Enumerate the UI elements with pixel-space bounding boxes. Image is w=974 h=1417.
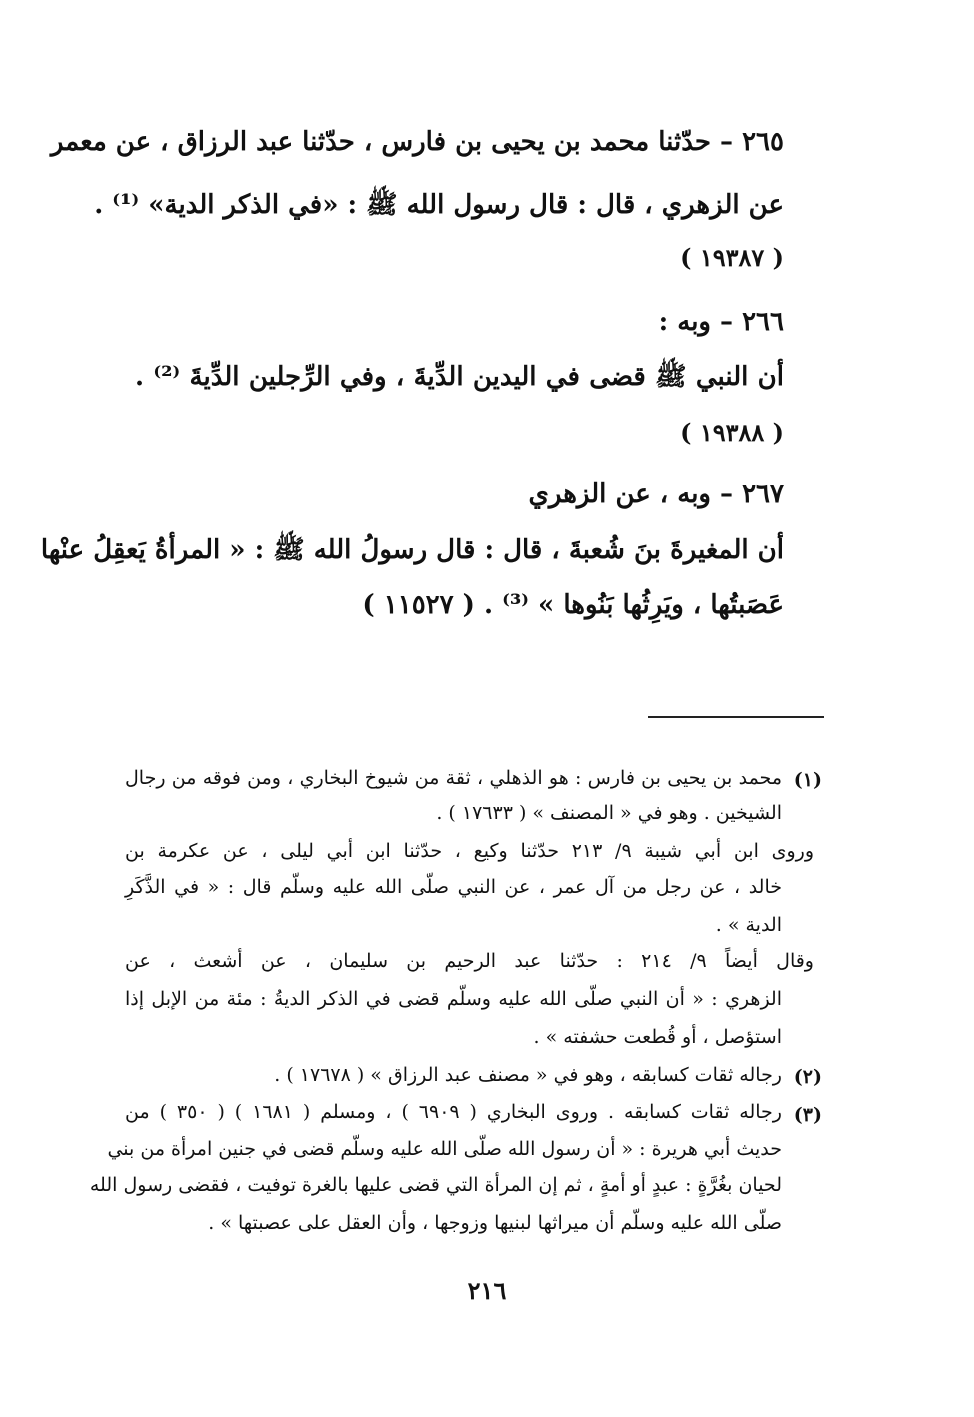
footnote-2-line-1: رجاله ثقات كسابقه ، وهو في « مصنف عبد الرزاق » ( ١٧٦٧٨ ) . bbox=[274, 1064, 782, 1086]
footnote-3-line-4: صلّى الله عليه وسلّم أن ميراثها لبنيها وزوجها ، وأن العقل على عصبتها » . bbox=[208, 1212, 782, 1234]
hadith-265-line-1: ٢٦٥ – حدّثنا محمد بن يحيى بن فارس ، حدّثنا عبد الرزاق ، عن معمر bbox=[50, 127, 784, 157]
hadith-266-line-2: أن النبي ﷺ قضى في اليدين الدِّيةَ ، وفي الرِّجلين الدِّيةَ ⁽²⁾ . bbox=[135, 362, 784, 392]
footnote-2-number: (٢) bbox=[793, 1066, 822, 1088]
footnote-1-line-5: الدية » . bbox=[715, 914, 782, 936]
footnote-1-line-2: الشيخين . وهو في « المصنف » ( ١٧٦٣٣ ) . bbox=[436, 802, 782, 824]
hadith-267-line-3: عَصَبتُها ، ويَرِثُها بَنُوها » ⁽³⁾ . ( ١١٥٢٧ ) bbox=[362, 590, 784, 620]
footnote-1-line-7: الزهري : « أن النبي صلّى الله عليه وسلّم قضى في الذكر الديةُ : مئة من الإبل إذا bbox=[125, 988, 782, 1010]
hadith-267-line-1: ٢٦٧ – وبه ، عن الزهري bbox=[528, 479, 784, 509]
footnote-1-line-1: محمد بن يحيى بن فارس : هو الذهلي ، ثقة من شيوخ البخاري ، ومن فوقه من رجال bbox=[125, 767, 782, 789]
footnote-3-number: (٣) bbox=[793, 1104, 822, 1126]
page-number: ٢١٦ bbox=[467, 1276, 507, 1305]
footnote-1-line-6: وقال أيضاً ٩/ ٢١٤ : حدّثنا عبد الرحيم بن سليمان ، عن أشعث ، عن bbox=[125, 950, 814, 972]
hadith-267-line-2: أن المغيرةَ بنَ شُعبةَ ، قال : قال رسولُ الله ﷺ : « المرأةُ يَعقِلُ عنْها bbox=[40, 535, 784, 565]
footnote-separator bbox=[648, 716, 824, 718]
footnote-3-line-1: رجاله ثقات كسابقه . وروى البخاري ( ٦٩٠٩ ) ، ومسلم ( ١٦٨١ ) ( ٣٥٠ ) من bbox=[125, 1101, 782, 1123]
footnote-1-line-8: استؤصل ، أو قُطعت حشفته » . bbox=[533, 1026, 782, 1048]
footnote-3-line-3: لحيان بغُرَّةٍ : عبدٍ أو أمةٍ ، ثم إن المرأة التي قضى عليها بالغرة توفيت ، فقضى رسول الله bbox=[89, 1174, 782, 1196]
footnote-1-number: (١) bbox=[793, 769, 822, 791]
footnote-1-line-4: خالد ، عن رجل من آل عمر ، عن النبي صلّى الله عليه وسلّم قال : « في الذَّكَرِ bbox=[125, 876, 782, 898]
hadith-266-line-1: ٢٦٦ – وبه : bbox=[658, 307, 784, 337]
footnote-1-line-3: وروى ابن أبي شيبة ٩/ ٢١٣ حدّثنا وكيع ، حدّثنا ابن أبي ليلى ، عن عكرمة بن bbox=[125, 840, 814, 862]
footnote-3-line-2: حديث أبي هريرة : « أن رسول الله صلّى الله عليه وسلّم قضى في جنين امرأة من بني bbox=[107, 1138, 782, 1160]
hadith-265-line-2: عن الزهري ، قال : قال رسول الله ﷺ : «في الذكر الدية» ⁽¹⁾ . bbox=[94, 190, 784, 220]
hadith-265-reference: ( ١٩٣٨٧ ) bbox=[680, 243, 784, 272]
hadith-266-reference: ( ١٩٣٨٨ ) bbox=[680, 418, 784, 447]
